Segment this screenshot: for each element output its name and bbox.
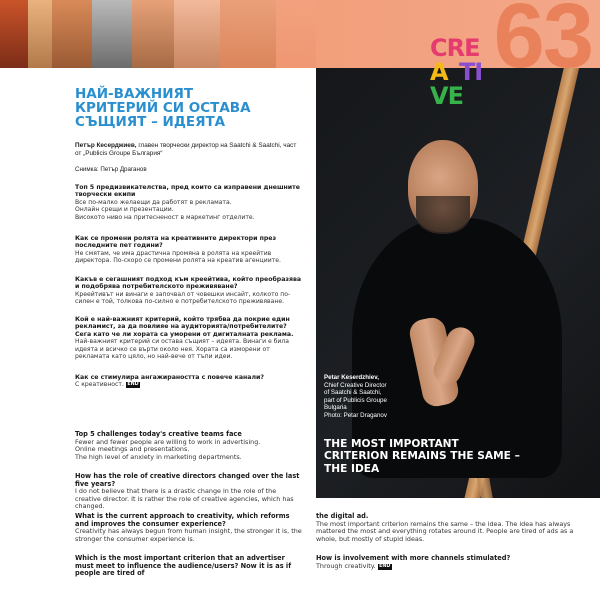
answer: С креативност. [75,381,124,389]
byline-name: Петър Кесерджиев, [75,142,137,149]
photo-credit: Снимка: Петър Драганов [75,166,147,173]
banner-photo-3 [52,0,92,68]
answer: Креейтивът ни винаги е започвал от човешки инсайт, колкото по-силен е той, толкова по-силно е потребителското преживяване. [75,290,291,306]
qa-en-5 [316,513,586,543]
logo-letters-4: VE [430,82,463,110]
qa-bg-3 [75,276,303,306]
answer: Не смятам, че има драстична промяна в ролята на креейтив директора. По-скоро се промени ролята на креатив агенциите. [75,249,281,265]
banner-photo-5 [132,0,174,68]
qa-bg-4 [75,316,303,360]
banner-photo-8 [276,0,316,68]
question: Какъв е сегашният подход към креейтива, който преобразява и подобрява потребителското преживяване? [75,276,302,291]
question: Which is the most important criterion that an advertiser must meet to influence the audience/users? Now it is as if people are tired of [75,554,292,578]
answer: Fewer and fewer people are willing to work in advertising. Online meetings and presentations. The high level of anxiety in marketing departments. [75,437,261,461]
question: What is the current approach to creativity, which reforms and improves the consumer experience? [75,512,290,528]
qa-en-4 [75,555,303,578]
answer: I do not believe that there is a drastic change in the role of the creative director. It is rather the role of creative agencies, which has changed. [75,487,294,511]
question: Как се промени ролята на креативните директори през последните пет години? [75,235,277,250]
english-title: THE MOST IMPORTANT CRITERION REMAINS THE SAME – THE IDEA [324,438,520,475]
logo-row-1 [430,36,500,60]
logo-row-2 [430,60,500,84]
answer-wrap [75,381,303,388]
creative-logo [430,36,500,108]
question: Как се стимулира ангажираността с повече канали? [75,374,264,381]
question: How has the role of creative directors changed over the last five years? [75,472,300,488]
article-title: НАЙ-ВАЖНИЯТ КРИТЕРИЙ СИ ОСТАВА СЪЩИЯТ – ИДЕЯТА [75,86,251,130]
qa-bg-2 [75,235,303,265]
caption-lines: Chief Creative Director of Saatchi & Saatchi, part of Publicis Groupe Bulgaria Photo: Petar Draganov [324,381,387,419]
answer: Все по-малко желаещи да работят в рекламата. Онлайн срещи и презентации. Високото ниво на притесненост в маркетинг отделите. [75,198,255,221]
banner-photo-7 [220,0,276,68]
answer: Creativity has always begun from human insight, the stronger it is, the stronger the consumer experience is. [75,527,302,543]
end-mark: END [379,563,391,569]
answer: Through creativity. [316,561,376,570]
portrait-photo [316,68,600,498]
qa-en-3 [75,513,303,543]
logo-letters-2: A [430,58,448,86]
qa-en-6 [316,555,586,570]
person-beard [416,196,470,234]
answer: The most important criterion remains the same – the idea. The idea has always mattered the most and everything rotates around it. People are tired of ads as a whole, but mostly of stupid ideas. [316,519,574,543]
caption-name: Petar Keserdzhiev, [324,374,379,381]
question: How is involvement with more channels stimulated? [316,554,511,562]
qa-en-1 [75,431,303,461]
byline [75,142,300,159]
banner-photo-4 [92,0,132,68]
logo-letters-3: TI [458,58,483,86]
banner-photo-6 [174,0,220,68]
question: Кой е най-важният критерий, който трябва да покрие един рекламист, за да повлияе на аудиторията/потребителите? Сега като че ли хората са уморени от дигиталната реклама. [75,316,294,338]
photo-caption [324,374,434,420]
answer-wrap [316,563,586,571]
question: Top 5 challenges today's creative teams face [75,430,242,438]
question: the digital ad. [316,512,369,520]
answer: Най-важният критерий си остава същият – идеята. Винаги е била идеята и всичко се върти около нея. Хората са изморени от рекламата като цяло, но най-вече от тъпи идеи. [75,338,290,361]
logo-letters-1: CRE [430,34,480,62]
question: Топ 5 предизвикателства, пред които са изправени днешните творчески екипи [75,184,300,199]
top-banner [0,0,600,68]
logo-row-3 [430,84,500,108]
qa-bg-1 [75,184,303,221]
banner-photo-2 [28,0,52,68]
banner-photo-1 [0,0,28,68]
end-mark: END [127,382,139,388]
issue-number: 63 [493,0,592,68]
qa-bg-5 [75,374,303,389]
byline-role: главен творчески директор на Saatchi & Saatchi, част от „Publicis Groupe България“ [75,142,297,158]
qa-en-2 [75,473,303,511]
